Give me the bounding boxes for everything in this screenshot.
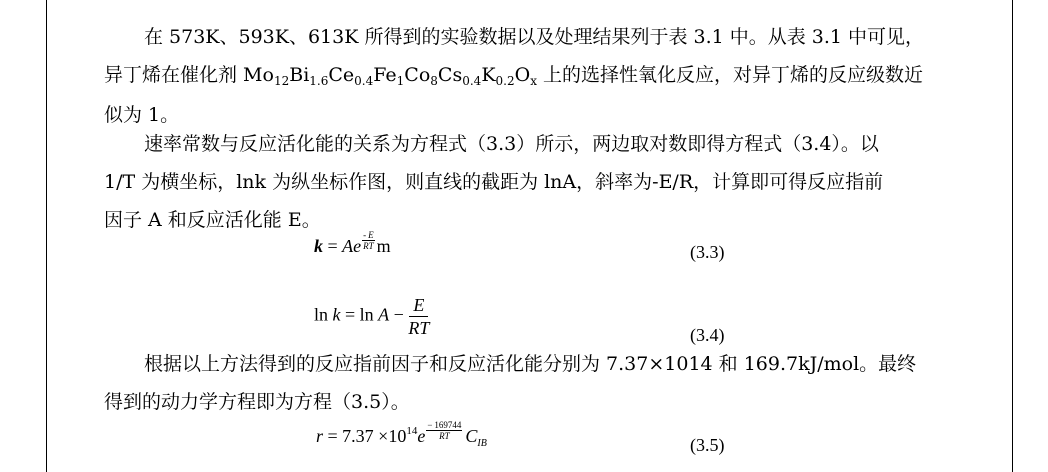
p1-line-1: 在 573K、593K、613K 所得到的实验数据以及处理结果列于表 3.1 中。从表 3.1 中可见， — [144, 26, 925, 48]
eq34-fraction — [408, 294, 429, 339]
paragraph-3 — [104, 345, 944, 421]
eq33-A: A — [342, 236, 354, 256]
eq35-coef: = 7.37 ×10 — [323, 426, 407, 446]
catalyst-subscript: 8 — [430, 74, 438, 88]
eq35-label: (3.5) — [690, 435, 725, 455]
eq33-tail: m — [376, 236, 391, 256]
p2-line-1: 速率常数与反应活化能的关系为方程式（3.3）所示，两边取对数即得方程式（3.4）。以 — [144, 133, 879, 155]
eq35-exp-num: − 169744 — [427, 420, 462, 430]
catalyst-element: Fe — [373, 64, 397, 86]
eq33-label: (3.3) — [690, 242, 725, 262]
eq35-subscript: IB — [477, 438, 487, 449]
eq33-exp-den: RT — [363, 241, 374, 251]
eq34-k: k — [332, 304, 341, 325]
eq35-C: C — [465, 426, 478, 446]
page-border-right — [1012, 0, 1013, 472]
eq33-exponent — [362, 230, 375, 251]
eq33-e: e — [353, 236, 362, 256]
catalyst-element: K — [481, 64, 496, 86]
eq34-minus: − — [389, 304, 409, 325]
catalyst-element: O — [514, 64, 531, 86]
equation-3-5 — [316, 420, 487, 455]
eq35-r: r — [316, 426, 324, 446]
catalyst-subscript: 0.4 — [462, 74, 482, 88]
eq34-mid: = ln — [340, 304, 374, 325]
catalyst-subscript: 1 — [396, 74, 405, 88]
equation-3-4 — [314, 294, 429, 339]
eq34-ln: ln — [314, 304, 329, 325]
catalyst-formula — [243, 64, 537, 86]
catalyst-element: Bi — [289, 64, 310, 86]
p3-line-1: 根据以上方法得到的反应指前因子和反应活化能分别为 7.37×1014 和 169.7kJ/mol。最终 — [144, 353, 917, 375]
eq33-k: k — [314, 236, 323, 256]
catalyst-subscript: 1.6 — [309, 74, 329, 88]
eq34-A: A — [378, 304, 390, 325]
catalyst-element: Cs — [437, 64, 463, 86]
eq35-exp-den: RT — [439, 431, 450, 441]
eq35-power: 14 — [406, 425, 418, 437]
catalyst-subscript: 12 — [273, 74, 290, 88]
paragraph-2 — [104, 125, 944, 239]
catalyst-subscript: 0.2 — [495, 74, 515, 88]
eq34-num: E — [409, 294, 428, 317]
eq34-label: (3.4) — [690, 325, 725, 345]
catalyst-subscript: x — [530, 74, 537, 88]
eq34-den: RT — [408, 318, 430, 338]
page-border-left — [46, 0, 47, 472]
p2-line-2: 1/T 为横坐标，lnk 为纵坐标作图，则直线的截距为 lnA，斜率为-E/R，计算即可得反应指前 — [104, 171, 884, 193]
p1-line-3: 似为 1。 — [104, 104, 180, 126]
catalyst-element: Mo — [243, 64, 274, 86]
catalyst-element: Co — [404, 64, 431, 86]
p2-line-3: 因子 A 和反应活化能 E。 — [104, 209, 321, 231]
equation-3-3 — [314, 230, 391, 265]
eq35-exponent — [426, 420, 462, 441]
eq33-equals: = — [323, 236, 343, 256]
paragraph-1 — [104, 18, 944, 134]
p1-line-2-start: 异丁烯在催化剂 — [104, 64, 244, 86]
catalyst-element: Ce — [328, 64, 355, 86]
eq35-e: e — [417, 426, 426, 446]
p1-line-2-end: 上的选择性氧化反应，对异丁烯的反应级数近 — [536, 64, 924, 86]
eq33-exp-num: - E — [363, 230, 374, 240]
p3-line-2: 得到的动力学方程即为方程（3.5）。 — [104, 391, 410, 413]
catalyst-subscript: 0.4 — [354, 74, 374, 88]
